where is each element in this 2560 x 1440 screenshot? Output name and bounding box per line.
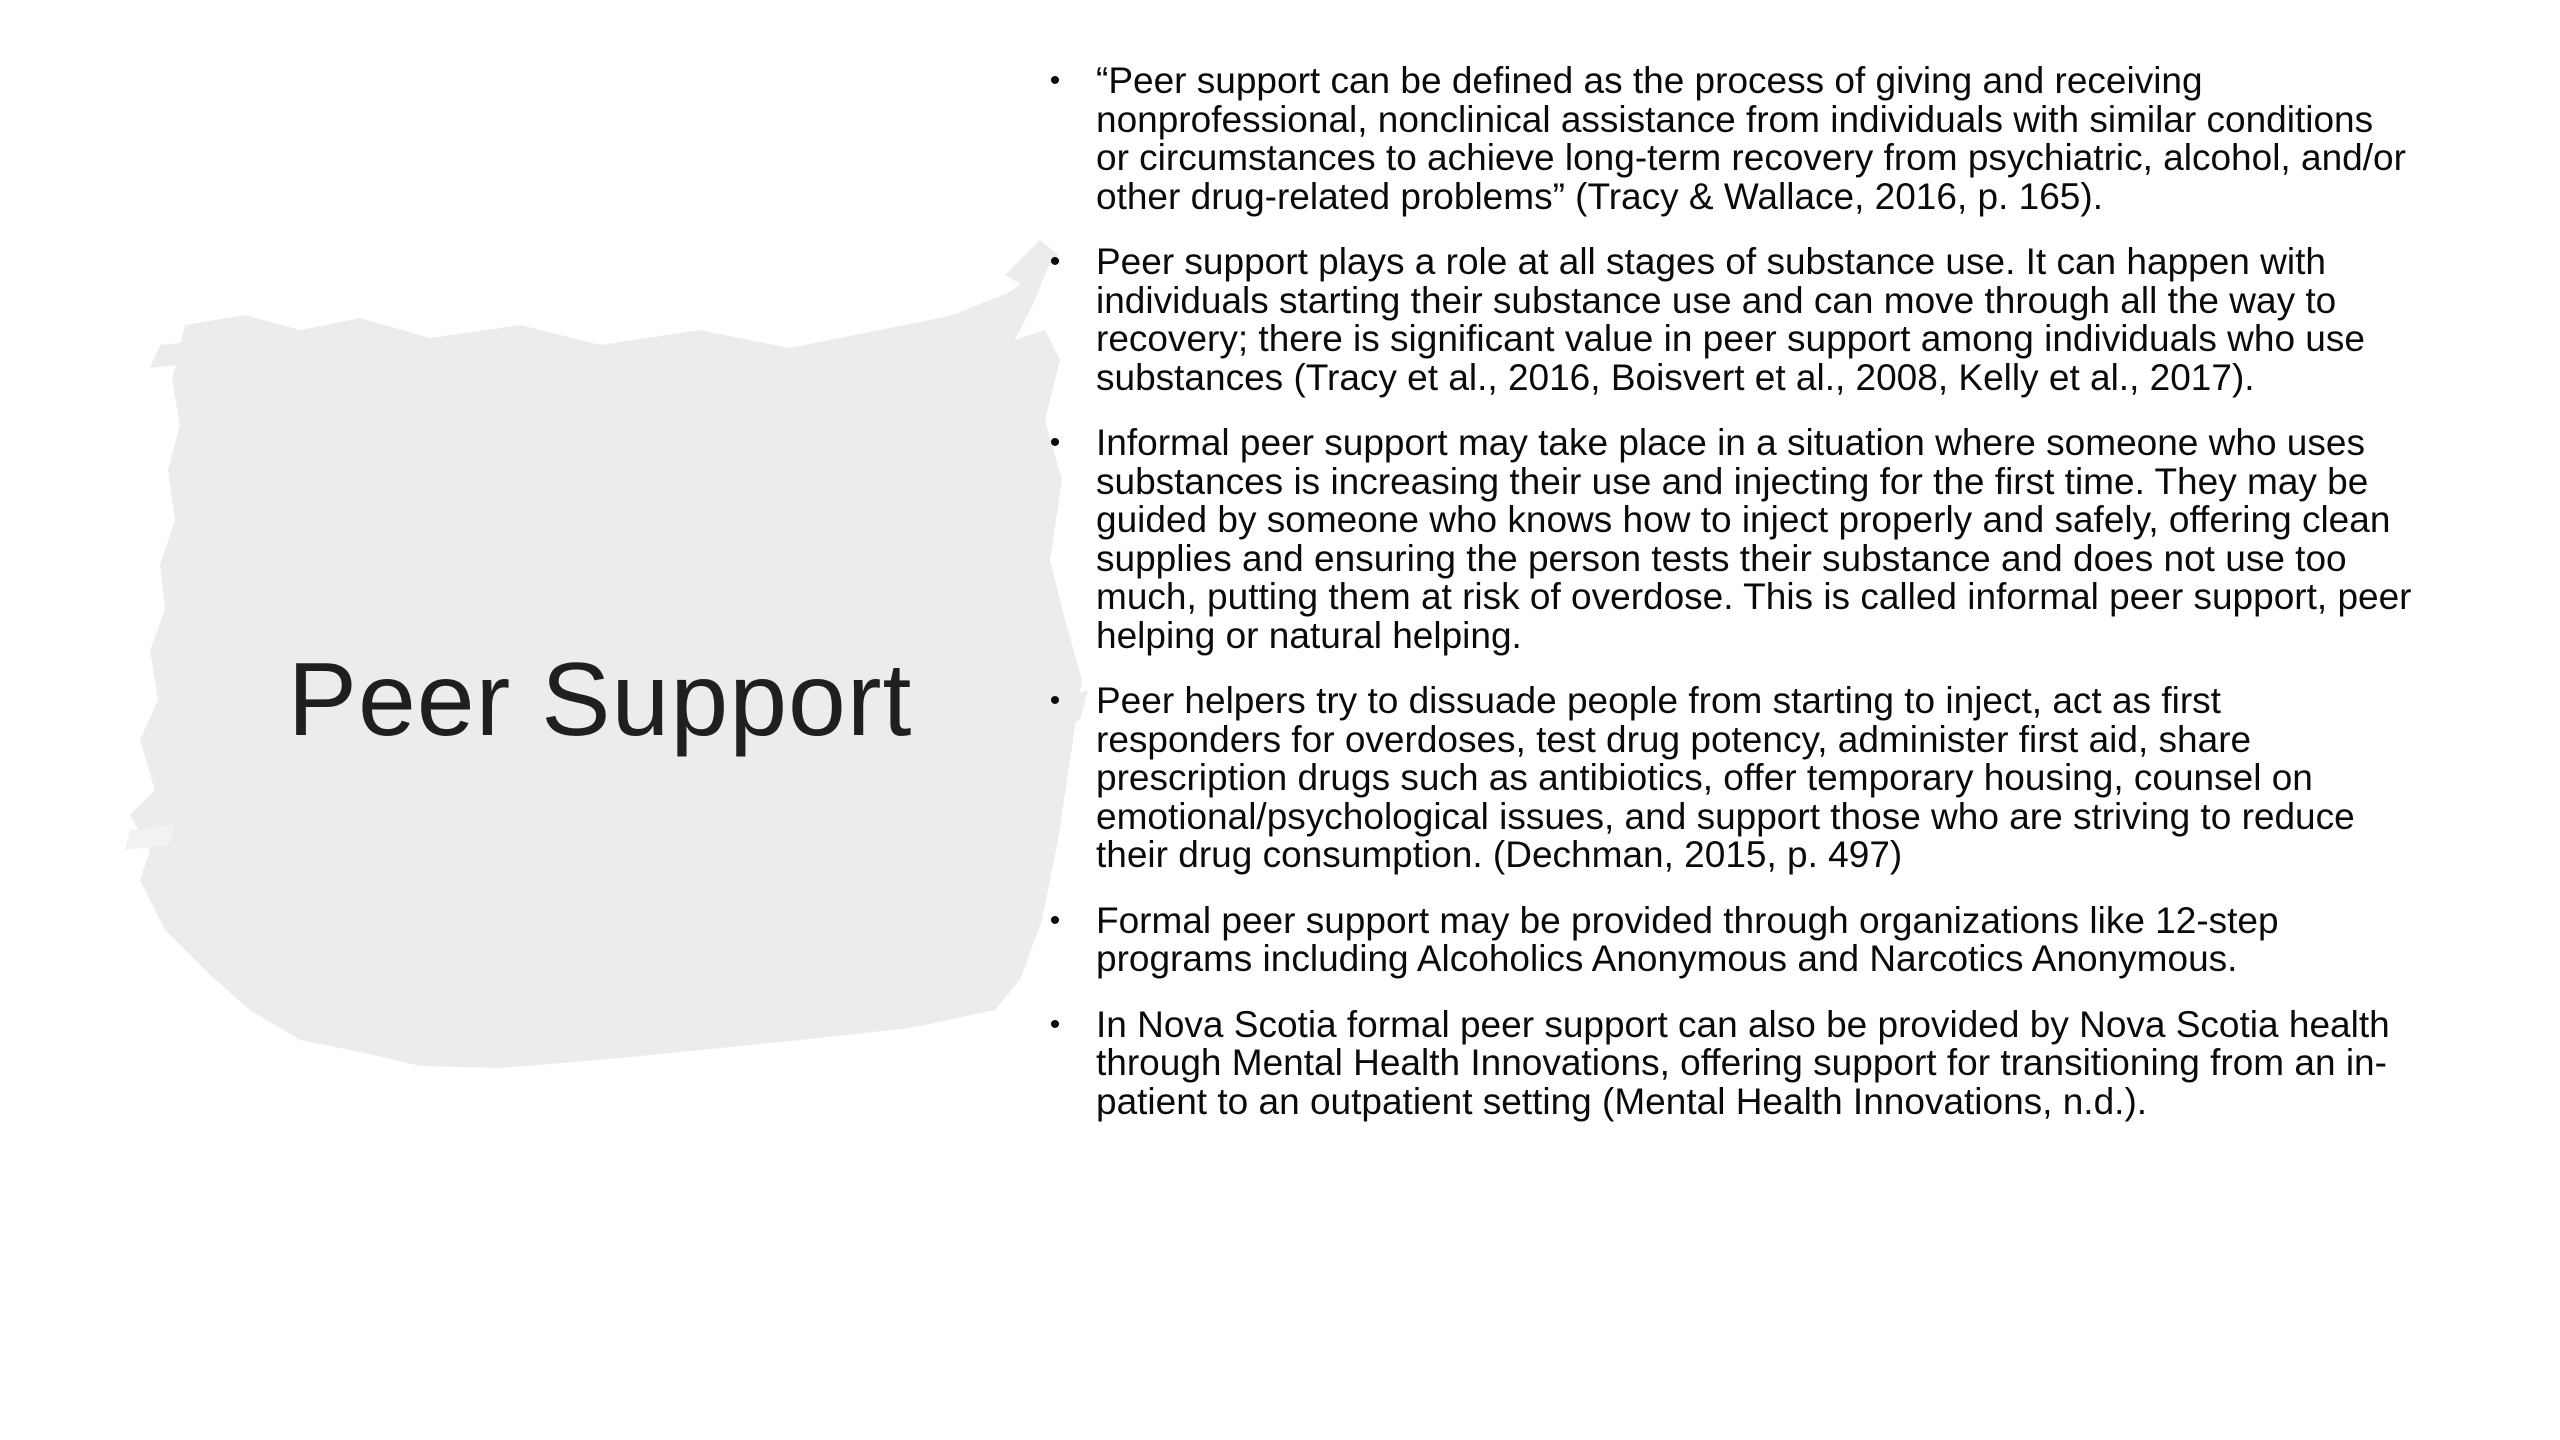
bullet-dot-icon: • — [1049, 245, 1061, 278]
slide-title: Peer Support — [287, 641, 913, 758]
bullet-dot-icon: • — [1049, 903, 1061, 937]
bullet-list — [1036, 62, 2416, 1121]
bullet-text: Peer support plays a role at all stages of substance use. It can happen with individuals starting their substance use and can move through all the way to recovery; there is significant value in peer support among individuals who use substances (Tracy et al., 2016, Boisvert et al., 2008, Kelly et al., 2017). — [1096, 241, 2365, 398]
bullet-item — [1036, 682, 2416, 875]
bullet-item — [1036, 424, 2416, 655]
bullet-item — [1036, 243, 2416, 397]
bullet-item — [1036, 1003, 2416, 1122]
bullet-text: Informal peer support may take place in a situation where someone who uses substances is increasing their use and injecting for the first time. They may be guided by someone who knows how to inject properly and safely, offering clean supplies and ensuring the person tests their substance and does not use too much, putting them at risk of overdose. This is called informal peer support, peer helping or natural helping. — [1096, 422, 2412, 656]
bullet-text: In Nova Scotia formal peer support can also be provided by Nova Scotia health through Mental Health Innovations, offering support for transitioning from an in-patient to an outpatient setting (Mental Health Innovations, n.d.). — [1096, 1003, 2390, 1122]
bullet-dot-icon: • — [1049, 1007, 1061, 1041]
bullet-dot-icon: • — [1049, 426, 1061, 459]
bullet-text: Formal peer support may be provided through organizations like 12-step programs including Alcoholics Anonymous and Narcotics Anonymous. — [1096, 899, 2279, 979]
bullet-dot-icon: • — [1049, 64, 1061, 97]
bullet-text: Peer helpers try to dissuade people from starting to inject, act as first responders for overdoses, test drug potency, administer first aid, share prescription drugs such as antibiotics, offer temporary housing, counsel on emotional/psychological issues, and support those who are striving to reduce their drug consumption. (Dechman, 2015, p. 497) — [1096, 680, 2355, 875]
bullet-dot-icon: • — [1049, 684, 1061, 717]
bullet-item — [1036, 62, 2416, 216]
bullet-item — [1036, 899, 2416, 979]
bullet-text: “Peer support can be defined as the process of giving and receiving nonprofessional, nonclinical assistance from individuals with similar conditions or circumstances to achieve long-term recovery from psychiatric, alcohol, and/or other drug-related problems” (Tracy & Wallace, 2016, p. 165). — [1096, 60, 2406, 217]
